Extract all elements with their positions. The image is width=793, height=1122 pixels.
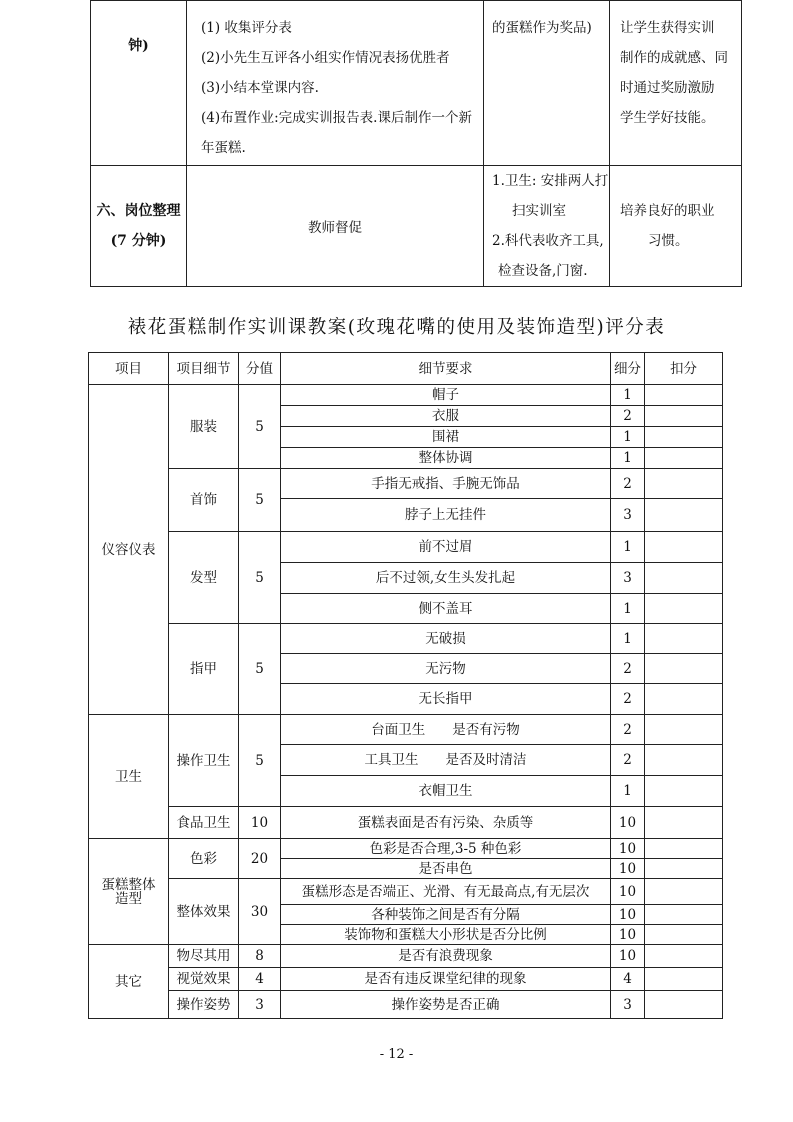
student-line: 的蛋糕作为奖品) (492, 20, 592, 36)
page-number: - 12 - (379, 1047, 414, 1062)
sub-score-cell: 1 (611, 385, 645, 406)
purpose-line: 制作的成就感、同 (620, 50, 728, 66)
stage-duration: (7 分钟) (110, 233, 167, 249)
requirement-cell: 手指无戒指、手腕无饰品 (281, 469, 611, 499)
header-deduction: 扣分 (645, 353, 723, 385)
header-row (89, 353, 723, 385)
score-cell: 5 (239, 532, 281, 624)
score-row (89, 385, 723, 406)
sub-score-cell: 2 (611, 406, 645, 427)
requirement-cell: 蛋糕表面是否有污染、杂质等 (281, 807, 611, 839)
requirement-cell: 帽子 (281, 385, 611, 406)
sub-score-cell: 3 (611, 563, 645, 594)
process-line: (4)布置作业:完成实训报告表.课后制作一个新年蛋糕. (201, 110, 472, 156)
item-cell: 其它 (89, 945, 169, 1019)
deduction-cell (645, 469, 723, 499)
requirement-cell: 围裙 (281, 427, 611, 448)
deduction-cell (645, 925, 723, 945)
requirement-cell: 色彩是否合理,3-5 种色彩 (281, 839, 611, 859)
student-cell (484, 166, 610, 287)
sub-score-cell: 10 (611, 807, 645, 839)
detail-cell: 操作卫生 (169, 715, 239, 807)
purpose-line: 培养良好的职业 (620, 203, 715, 219)
deduction-cell (645, 654, 723, 684)
detail-cell: 首饰 (169, 469, 239, 532)
score-row (89, 945, 723, 968)
purpose-line: 让学生获得实训 (620, 20, 715, 36)
score-row (89, 991, 723, 1019)
student-line: 扫实训室 (512, 203, 566, 219)
score-cell: 20 (239, 839, 281, 879)
deduction-cell (645, 563, 723, 594)
detail-cell: 视觉效果 (169, 968, 239, 991)
process-text: 教师督促 (308, 220, 362, 236)
detail-cell: 物尽其用 (169, 945, 239, 968)
detail-cell: 发型 (169, 532, 239, 624)
student-line: 检查设备,门窗. (498, 263, 588, 279)
requirement-cell: 后不过领,女生头发扎起 (281, 563, 611, 594)
sub-score-cell: 3 (611, 991, 645, 1019)
deduction-cell (645, 406, 723, 427)
score-cell: 5 (239, 385, 281, 469)
score-cell: 8 (239, 945, 281, 968)
process-line: (3)小结本堂课内容. (201, 80, 319, 96)
sub-score-cell: 10 (611, 839, 645, 859)
requirement-cell: 无破损 (281, 624, 611, 654)
sub-score-cell: 2 (611, 469, 645, 499)
sub-score-cell: 2 (611, 654, 645, 684)
detail-cell: 整体效果 (169, 879, 239, 945)
process-cell (187, 166, 484, 287)
sub-score-cell: 2 (611, 715, 645, 745)
deduction-cell (645, 879, 723, 905)
deduction-cell (645, 905, 723, 925)
stage-cell (91, 166, 187, 287)
detail-cell: 色彩 (169, 839, 239, 879)
requirement-cell: 衣服 (281, 406, 611, 427)
scoring-table (88, 352, 723, 1019)
requirement-cell: 是否有违反课堂纪律的现象 (281, 968, 611, 991)
student-cell (484, 1, 610, 166)
stage-label: 六、岗位整理 (96, 203, 181, 219)
sub-score-cell: 10 (611, 925, 645, 945)
score-row (89, 807, 723, 839)
detail-cell: 食品卫生 (169, 807, 239, 839)
detail-cell: 操作姿势 (169, 991, 239, 1019)
sub-score-cell: 3 (611, 499, 645, 532)
item-cell: 卫生 (89, 715, 169, 839)
deduction-cell (645, 448, 723, 469)
header-detail: 项目细节 (169, 353, 239, 385)
stage-cell (91, 1, 187, 166)
deduction-cell (645, 532, 723, 563)
sub-score-cell: 1 (611, 532, 645, 563)
score-row (89, 532, 723, 563)
requirement-cell: 装饰物和蛋糕大小形状是否分比例 (281, 925, 611, 945)
requirement-cell: 整体协调 (281, 448, 611, 469)
deduction-cell (645, 594, 723, 624)
item-cell: 仪容仪表 (89, 385, 169, 715)
score-cell: 30 (239, 879, 281, 945)
lesson-plan-row (91, 1, 742, 166)
sub-score-cell: 10 (611, 905, 645, 925)
process-cell (187, 1, 484, 166)
sub-score-cell: 1 (611, 776, 645, 807)
sub-score-cell: 10 (611, 879, 645, 905)
process-line: (2)小先生互评各小组实作情况表扬优胜者 (201, 50, 450, 66)
score-cell: 3 (239, 991, 281, 1019)
requirement-cell: 操作姿势是否正确 (281, 991, 611, 1019)
lesson-plan-row (91, 166, 742, 287)
score-row (89, 624, 723, 654)
requirement-cell: 是否有浪费现象 (281, 945, 611, 968)
purpose-cell (610, 1, 742, 166)
deduction-cell (645, 715, 723, 745)
sub-score-cell: 1 (611, 448, 645, 469)
header-score: 分值 (239, 353, 281, 385)
sub-score-cell: 1 (611, 624, 645, 654)
score-row (89, 968, 723, 991)
requirement-cell: 脖子上无挂件 (281, 499, 611, 532)
item-cell: 蛋糕整体造型 (89, 839, 169, 945)
sub-score-cell: 1 (611, 594, 645, 624)
sub-score-cell: 2 (611, 684, 645, 715)
requirement-cell: 前不过眉 (281, 532, 611, 563)
requirement-cell: 无长指甲 (281, 684, 611, 715)
header-sub-score: 细分 (611, 353, 645, 385)
requirement-cell: 是否串色 (281, 859, 611, 879)
header-requirement: 细节要求 (281, 353, 611, 385)
score-row (89, 469, 723, 499)
stage-label: 钟) (128, 38, 149, 54)
deduction-cell (645, 684, 723, 715)
sub-score-cell: 10 (611, 945, 645, 968)
deduction-cell (645, 745, 723, 776)
deduction-cell (645, 776, 723, 807)
purpose-cell (610, 166, 742, 287)
score-cell: 5 (239, 469, 281, 532)
purpose-line: 学生学好技能。 (620, 110, 715, 126)
deduction-cell (645, 839, 723, 859)
deduction-cell (645, 499, 723, 532)
purpose-line: 习惯。 (648, 233, 689, 249)
purpose-line: 时通过奖励激励 (620, 80, 715, 96)
requirement-cell: 侧不盖耳 (281, 594, 611, 624)
deduction-cell (645, 427, 723, 448)
score-cell: 4 (239, 968, 281, 991)
sub-score-cell: 1 (611, 427, 645, 448)
requirement-cell: 蛋糕形态是否端正、光滑、有无最高点,有无层次 (281, 879, 611, 905)
student-line: 1.卫生: 安排两人打 (492, 173, 609, 189)
requirement-cell: 台面卫生 是否有污物 (281, 715, 611, 745)
requirement-cell: 工具卫生 是否及时清洁 (281, 745, 611, 776)
requirement-cell: 衣帽卫生 (281, 776, 611, 807)
student-line: 2.科代表收齐工具, (492, 233, 604, 249)
score-cell: 10 (239, 807, 281, 839)
score-row (89, 839, 723, 859)
score-row (89, 879, 723, 905)
deduction-cell (645, 859, 723, 879)
deduction-cell (645, 945, 723, 968)
requirement-cell: 无污物 (281, 654, 611, 684)
score-cell: 5 (239, 624, 281, 715)
process-line: (1) 收集评分表 (201, 20, 292, 36)
deduction-cell (645, 968, 723, 991)
header-item: 项目 (89, 353, 169, 385)
score-row (89, 715, 723, 745)
sub-score-cell: 4 (611, 968, 645, 991)
deduction-cell (645, 991, 723, 1019)
requirement-cell: 各种装饰之间是否有分隔 (281, 905, 611, 925)
deduction-cell (645, 385, 723, 406)
scoring-table-title: 裱花蛋糕制作实训课教案(玫瑰花嘴的使用及装饰造型)评分表 (127, 317, 666, 338)
sub-score-cell: 2 (611, 745, 645, 776)
detail-cell: 服装 (169, 385, 239, 469)
deduction-cell (645, 624, 723, 654)
lesson-plan-table (90, 0, 742, 287)
score-cell: 5 (239, 715, 281, 807)
sub-score-cell: 10 (611, 859, 645, 879)
detail-cell: 指甲 (169, 624, 239, 715)
deduction-cell (645, 807, 723, 839)
